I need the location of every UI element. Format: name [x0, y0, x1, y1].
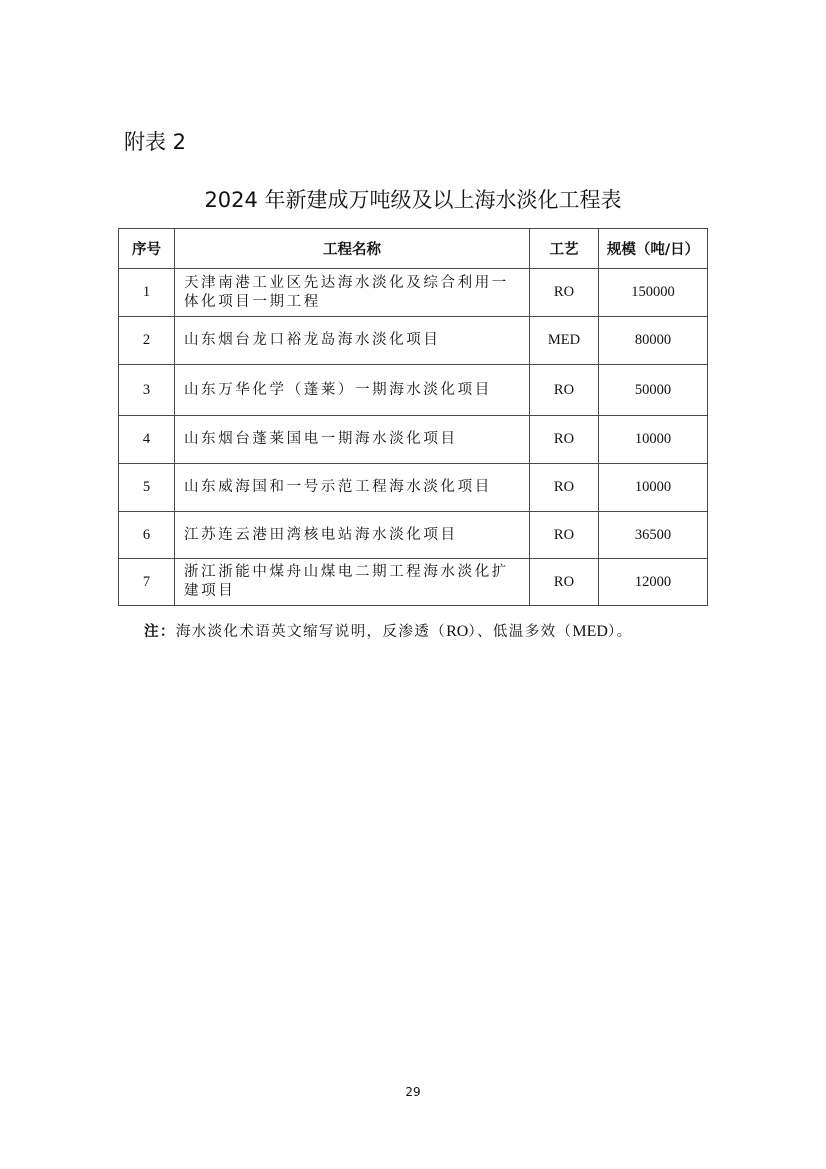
header-process: 工艺: [530, 229, 599, 269]
table-row: [119, 317, 708, 365]
header-no: 序号: [119, 229, 175, 269]
footnote: [144, 620, 633, 641]
project-name: 山东万华化学（蓬莱）一期海水淡化项目: [175, 365, 530, 416]
table-row: [119, 365, 708, 416]
row-number: 6: [119, 512, 175, 559]
table-row: [119, 512, 708, 559]
row-number: 2: [119, 317, 175, 365]
scale-value: 10000: [599, 416, 708, 464]
process-type: MED: [530, 317, 599, 365]
process-type: RO: [530, 416, 599, 464]
project-name: 浙江浙能中煤舟山煤电二期工程海水淡化扩建项目: [175, 559, 530, 606]
note-text-1: 海水淡化术语英文缩写说明，反渗透（: [175, 624, 447, 640]
note-abbr-ro: RO: [446, 623, 469, 640]
project-name: 江苏连云港田湾核电站海水淡化项目: [175, 512, 530, 559]
project-name: 山东烟台龙口裕龙岛海水淡化项目: [175, 317, 530, 365]
process-type: RO: [530, 365, 599, 416]
row-number: 5: [119, 464, 175, 512]
scale-value: 80000: [599, 317, 708, 365]
desalination-projects-table: [118, 228, 708, 606]
note-text-2: ）、低温多效（: [468, 624, 573, 640]
note-label: 注：: [144, 624, 176, 640]
table-row: [119, 416, 708, 464]
process-type: RO: [530, 559, 599, 606]
row-number: 7: [119, 559, 175, 606]
header-scale: 规模（吨/日）: [599, 229, 708, 269]
process-type: RO: [530, 269, 599, 317]
row-number: 1: [119, 269, 175, 317]
process-type: RO: [530, 464, 599, 512]
project-name: 山东烟台蓬莱国电一期海水淡化项目: [175, 416, 530, 464]
table-row: [119, 559, 708, 606]
note-text-3: ）。: [607, 624, 633, 640]
header-project-name: 工程名称: [175, 229, 530, 269]
page-number: 29: [405, 1085, 421, 1099]
table-row: [119, 269, 708, 317]
process-type: RO: [530, 512, 599, 559]
scale-value: 12000: [599, 559, 708, 606]
table-row: [119, 464, 708, 512]
project-name: 天津南港工业区先达海水淡化及综合利用一体化项目一期工程: [175, 269, 530, 317]
scale-value: 36500: [599, 512, 708, 559]
scale-value: 50000: [599, 365, 708, 416]
page-title: 2024 年新建成万吨级及以上海水淡化工程表: [204, 188, 622, 212]
project-name: 山东威海国和一号示范工程海水淡化项目: [175, 464, 530, 512]
note-abbr-med: MED: [572, 623, 608, 640]
row-number: 3: [119, 365, 175, 416]
scale-value: 150000: [599, 269, 708, 317]
appendix-label: 附表 2: [124, 130, 187, 154]
table-header-row: [119, 229, 708, 269]
row-number: 4: [119, 416, 175, 464]
scale-value: 10000: [599, 464, 708, 512]
